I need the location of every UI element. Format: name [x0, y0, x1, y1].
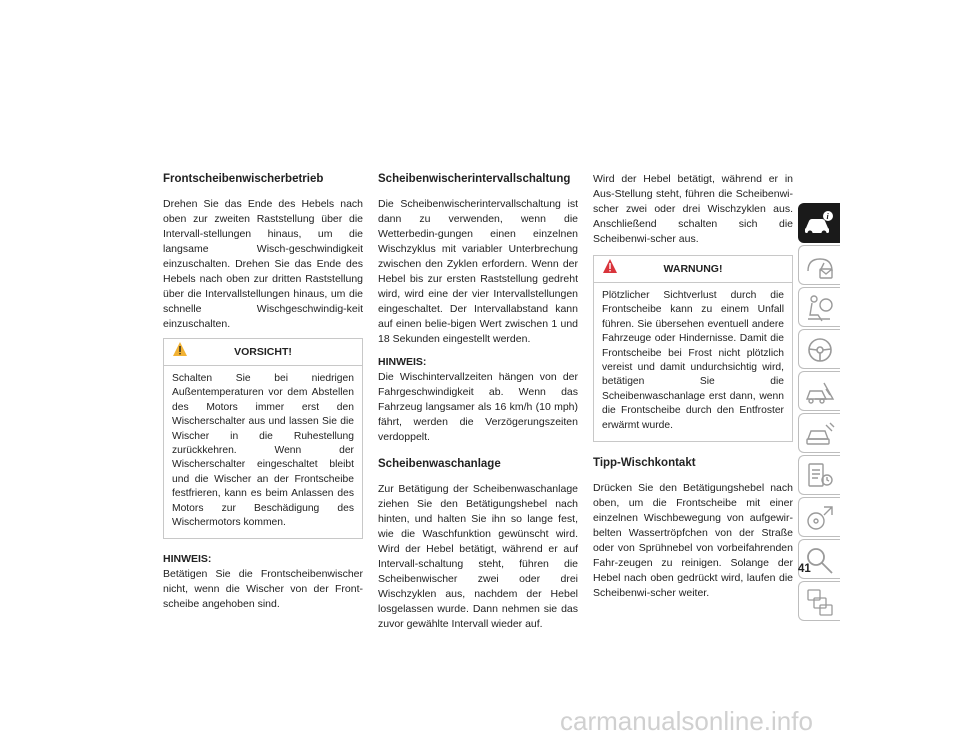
svg-text:i: i [826, 212, 829, 221]
paragraph: Zur Betätigung der Scheibenwaschanlage ziehen Sie den Betätigungshebel nach hinten, und halten Sie ihn so lange fest, wie die Waschfunktion gewünscht wird. Wird der Hebel betätigt, während er auf Intervall-schaltung steht, führen die Scheibenwischer zwei oder drei Wischzyklen aus, nachdem der Hebel losgelassen wurde. Dann nehmen sie das zuvor gewählte Intervall wieder auf. [378, 483, 578, 630]
tab-airbag-safety[interactable] [798, 287, 840, 327]
tab-car-service[interactable] [798, 413, 840, 453]
paragraph: Die Scheibenwischerintervallschaltung ist dann zu verwenden, wenn die Wetterbedin-gungen einen einzelnen Wischzyklus mit variabler Unterbrechung zwischen den Zyklen erfordern. Wenn der Hebel bis zur ersten Raststellung gedreht wird, wird eine der vier Intervallstellungen eingeschaltet. Der Intervallabstand kann auf einen belie-bigen Wert zwischen 1 und 18 Sekunden eingestellt werden. [378, 198, 578, 345]
warning-header [594, 256, 792, 283]
section-heading: Scheibenwaschanlage [378, 458, 501, 470]
page-number: 41 [798, 563, 811, 575]
warning-triangle-icon [602, 258, 618, 279]
section-heading: Frontscheibenwischerbetrieb [163, 173, 324, 185]
column-middle [378, 172, 578, 632]
tab-dashboard-message[interactable] [798, 245, 840, 285]
note-text: Betätigen Sie die Frontscheibenwischer nicht, wenn die Wischer von der Front-scheibe angehoben sind. [163, 568, 363, 611]
caution-title: VORSICHT! [234, 345, 292, 358]
caution-triangle-icon [172, 341, 188, 362]
column-right [593, 172, 793, 601]
watermark-text: carmanualsonline.info [560, 706, 813, 736]
warning-box [593, 255, 793, 442]
warning-title: WARNUNG! [663, 262, 723, 275]
section-heading: Tipp-Wischkontakt [593, 457, 696, 470]
column-left [163, 172, 363, 612]
tab-steering-wheel[interactable] [798, 329, 840, 369]
note-text: Die Wischintervallzeiten hängen von der Fahrgeschwindigkeit ab. Wenn das Fahrzeug langsamer als 16 km/h (10 mph) fährt, werden die Verzögerungszeiten verdoppelt. [378, 371, 578, 443]
caution-text: Schalten Sie bei niedrigen Außentemperaturen vor dem Abstellen des Motors immer erst den Wischerschalter aus und lassen Sie die Wischer in die Ruhestellung zurückkehren. Wenn der Wischerschalter eingeschaltet bleibt und die Wischer an der Frontscheibe festfrieren, kann es beim Anlassen des Motors zur Beschädigung des Wischermotors kommen. [172, 373, 354, 529]
tab-maintenance-list[interactable] [798, 455, 840, 495]
caution-box [163, 338, 363, 539]
note-label: HINWEIS: [163, 553, 212, 566]
paragraph: Drücken Sie den Betätigungshebel nach oben, um die Frontscheibe mit einer einzelnen Wischbewegung von aufgewir-belten Wassertröpfchen von der Straße oder von Sprühnebel von vorbeifahrenden Fahr-zeugen zu reinigen. Solange der Hebel nach oben gedrückt wird, laufen die Scheibenwi-scher weiter. [593, 482, 793, 600]
warning-text: Plötzlicher Sichtverlust durch die Frontscheibe kann zu einem Unfall führen. Sie übersehen eventuell andere Fahrzeuge oder Hindernisse. Damit die Frontscheibe bei Frost nicht plötzlich vereist und damit undurchsichtig wird, betätigen Sie die Scheibenwaschanlage erst dann, wenn die Frontscheibe durch den Entfroster erwärmt wurde. [602, 290, 784, 431]
section-heading: Scheibenwischerintervallschaltung [378, 173, 571, 185]
paragraph: Drehen Sie das Ende des Hebels nach oben zur zweiten Raststellung über die Intervall-stellungen hinaus, um die langsame Wisch-geschwindigkeit einzuschalten. Drehen Sie das Ende des Hebels nach oben zur dritten Raststellung über die Intervallstellungen hinaus, um die schnelle Wischgeschwindig-keit einzuschalten. [163, 198, 363, 330]
caution-header [164, 339, 362, 366]
tab-multimedia[interactable] [798, 497, 840, 537]
tab-crash-warning[interactable] [798, 371, 840, 411]
tab-car-info[interactable] [798, 203, 840, 243]
note-label: HINWEIS: [378, 356, 427, 368]
paragraph: Wird der Hebel betätigt, während er in Aus-Stellung steht, führen die Scheibenwi-scher zwei oder drei Wischzyklen aus. Anschließend schalten sich die Scheibenwi-scher aus. [593, 173, 793, 245]
tab-languages[interactable] [798, 581, 840, 621]
